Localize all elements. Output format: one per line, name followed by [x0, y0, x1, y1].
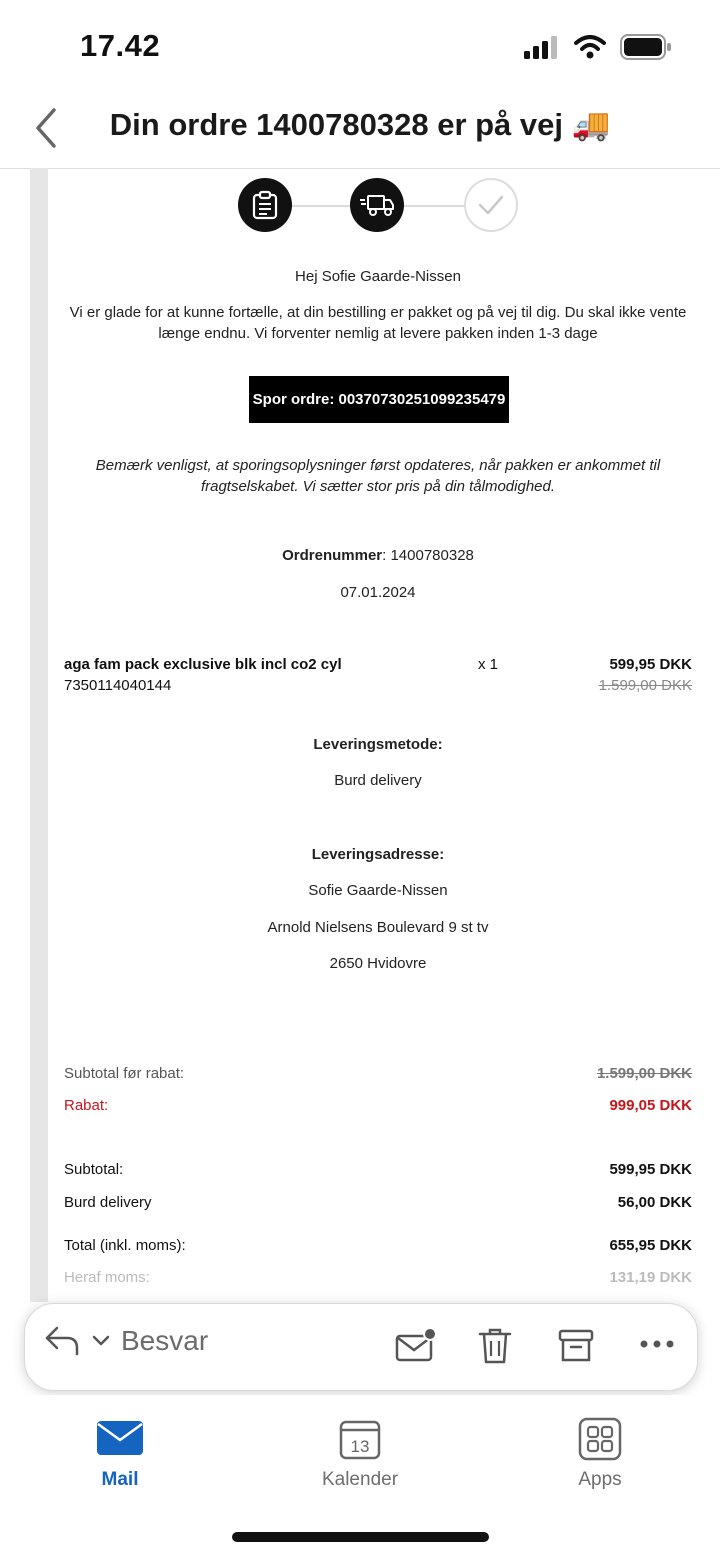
delivery-method-label: Leveringsmetode: [313, 736, 443, 753]
order-number-label: Ordrenummer [282, 547, 383, 564]
subtotal-before-value: 1.599,00 DKK [596, 1065, 692, 1082]
tab-mail[interactable] [40, 1417, 200, 1491]
envelope-unread-icon [395, 1326, 437, 1366]
total-label: Total (inkl. moms): [64, 1237, 186, 1254]
item-name: aga fam pack exclusive blk incl co2 cyl [64, 656, 342, 673]
progress-line [292, 205, 350, 207]
reply-label[interactable]: Besvar [121, 1325, 209, 1356]
vat-value: 131,19 DKK [609, 1269, 692, 1286]
archive-button[interactable] [557, 1326, 595, 1371]
address-name: Sofie Gaarde-Nissen [308, 882, 448, 899]
delivery-method: Burd delivery [334, 772, 422, 789]
item-sku: 7350114040144 [64, 677, 172, 694]
item-price: 599,95 DKK [609, 656, 692, 673]
order-number-line [48, 545, 708, 566]
subtotal-value: 599,95 DKK [609, 1161, 692, 1178]
battery-icon [620, 34, 672, 60]
step-delivered [464, 178, 518, 232]
calendar-icon [338, 1417, 382, 1461]
reply-bar [24, 1303, 698, 1391]
more-horizontal-icon [639, 1334, 675, 1354]
shipping-value: 56,00 DKK [617, 1194, 692, 1211]
address-city: 2650 Hvidovre [329, 955, 427, 972]
calendar-day: 13 [350, 1437, 370, 1456]
order-date: 07.01.2024 [340, 584, 416, 601]
discount-value: 999,05 DKK [609, 1097, 692, 1114]
total-row [64, 1237, 692, 1259]
reply-icon [43, 1324, 81, 1358]
step-shipped [350, 178, 404, 232]
subtotal-row [64, 1161, 692, 1183]
quote-bar [30, 168, 48, 1302]
tab-apps[interactable] [520, 1417, 680, 1491]
wifi-icon [574, 35, 606, 59]
archive-icon [557, 1326, 595, 1366]
status-time: 17.42 [80, 28, 161, 63]
subtotal-label: Subtotal: [64, 1161, 124, 1178]
track-order-button[interactable]: Spor ordre: 00370730251099235479 [249, 376, 509, 423]
clipboard-icon [251, 190, 279, 220]
chevron-down-icon[interactable] [91, 1334, 111, 1348]
order-number: : 1400780328 [382, 547, 474, 564]
tab-calendar[interactable] [280, 1417, 440, 1491]
discount-row [64, 1097, 692, 1119]
order-progress [238, 178, 520, 234]
email-body [48, 168, 720, 1302]
shipping-message: Vi er glade for at kunne fortælle, at din bestilling er pakket og på vej til dig. Du skal ikke vente længe endnu. Vi forventer nemlig at levere pakken inden 1-3 dage [69, 304, 687, 342]
reply-button[interactable] [43, 1324, 208, 1358]
subtotal-before-label: Subtotal før rabat: [64, 1065, 185, 1082]
vat-label: Heraf moms: [64, 1269, 150, 1286]
tab-calendar-label: Kalender [321, 1469, 399, 1490]
vat-row [64, 1269, 692, 1291]
item-qty: x 1 [478, 656, 499, 673]
total-value: 655,95 DKK [609, 1237, 692, 1254]
home-indicator [232, 1532, 489, 1542]
order-item [64, 656, 692, 700]
subtotal-before-row [64, 1065, 692, 1087]
trash-icon [477, 1326, 513, 1366]
delete-button[interactable] [477, 1326, 513, 1371]
tab-mail-label: Mail [101, 1469, 139, 1490]
status-icons [524, 34, 672, 60]
apps-grid-icon [578, 1417, 622, 1461]
tracking-note: Bemærk venligst, at sporingsoplysninger først opdateres, når pakken er ankommet til fragtselskabet. Vi sætter stor pris på din tålmodighed. [95, 457, 661, 495]
truck-icon [359, 192, 395, 218]
discount-label: Rabat: [64, 1097, 109, 1114]
item-old-price: 1.599,00 DKK [598, 677, 692, 694]
mail-icon [96, 1417, 144, 1457]
signal-icon [524, 35, 560, 59]
mark-unread-button[interactable] [395, 1326, 437, 1371]
checkmark-icon [477, 194, 505, 216]
shipping-label: Burd delivery [64, 1194, 152, 1211]
message-subject: Din ordre 1400780328 er på vej 🚚 [109, 107, 611, 142]
address-street: Arnold Nielsens Boulevard 9 st tv [267, 919, 489, 936]
step-order-received [238, 178, 292, 232]
delivery-address-label: Leveringsadresse: [311, 846, 445, 863]
shipping-row [64, 1194, 692, 1216]
tab-apps-label: Apps [578, 1469, 622, 1490]
greeting: Hej Sofie Gaarde-Nissen [295, 268, 461, 285]
more-button[interactable] [639, 1334, 675, 1359]
progress-line [404, 205, 464, 207]
